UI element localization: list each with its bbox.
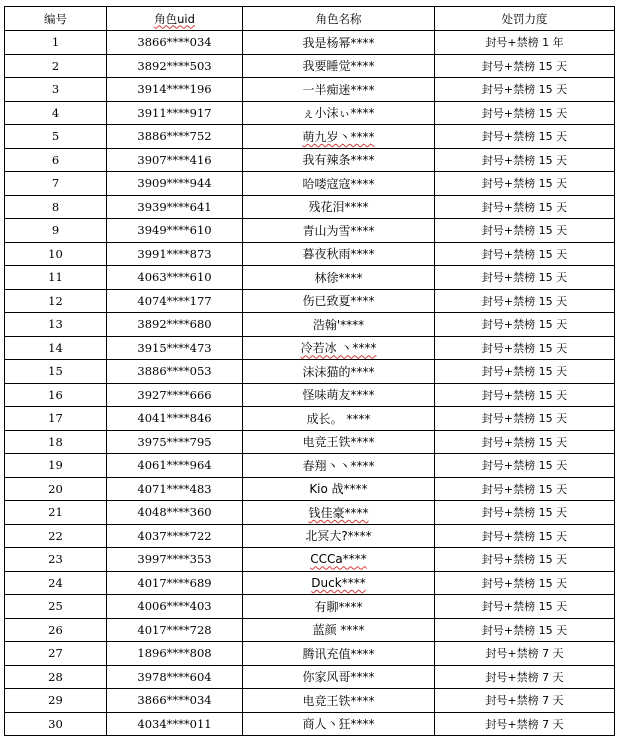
cell-name: 我是杨幂**** (243, 31, 435, 55)
table-row (5, 548, 615, 572)
cell-uid: 3866****034 (107, 31, 243, 55)
cell-penalty: 封号+禁榜 15 天 (435, 548, 615, 572)
cell-name: 北冥大?**** (243, 524, 435, 548)
cell-name (243, 548, 435, 572)
table-row (5, 266, 615, 290)
table-row (5, 383, 615, 407)
cell-name (243, 501, 435, 525)
cell-name: 沫沫猫的**** (243, 360, 435, 384)
cell-uid: 3886****053 (107, 360, 243, 384)
cell-name-text: 冷若冰 丶**** (300, 341, 377, 356)
cell-name: 林徐**** (243, 266, 435, 290)
cell-uid: 4074****177 (107, 289, 243, 313)
cell-id: 5 (5, 125, 107, 149)
cell-name: 电竞王铁**** (243, 689, 435, 713)
cell-id: 14 (5, 336, 107, 360)
cell-penalty: 封号+禁榜 15 天 (435, 172, 615, 196)
penalty-list-sheet (4, 6, 614, 736)
table-header-row (5, 7, 615, 31)
cell-uid: 3907****416 (107, 148, 243, 172)
cell-name: 我有辣条**** (243, 148, 435, 172)
cell-uid: 4061****964 (107, 454, 243, 478)
cell-penalty: 封号+禁榜 15 天 (435, 336, 615, 360)
table-row (5, 524, 615, 548)
table-row (5, 571, 615, 595)
cell-name: 商人丶狂**** (243, 712, 435, 736)
cell-name: 怪味萌友**** (243, 383, 435, 407)
cell-id: 9 (5, 219, 107, 243)
cell-id: 10 (5, 242, 107, 266)
table-row (5, 195, 615, 219)
cell-id: 30 (5, 712, 107, 736)
cell-name: 电竞王铁**** (243, 430, 435, 454)
cell-uid: 3866****034 (107, 689, 243, 713)
cell-id: 7 (5, 172, 107, 196)
table-row (5, 289, 615, 313)
table-row (5, 54, 615, 78)
cell-penalty: 封号+禁榜 15 天 (435, 148, 615, 172)
table-row (5, 101, 615, 125)
cell-penalty: 封号+禁榜 15 天 (435, 477, 615, 501)
cell-id: 16 (5, 383, 107, 407)
cell-uid: 3892****680 (107, 313, 243, 337)
cell-name-text: Duck**** (311, 575, 366, 590)
cell-name: 浩翰'**** (243, 313, 435, 337)
cell-penalty: 封号+禁榜 1 年 (435, 31, 615, 55)
cell-name: 成长。 **** (243, 407, 435, 431)
cell-name: 哈喽寇寇**** (243, 172, 435, 196)
table-row (5, 172, 615, 196)
cell-name: Kio 战**** (243, 477, 435, 501)
header-uid (107, 7, 243, 31)
cell-name: 一半痴迷**** (243, 78, 435, 102)
cell-uid: 4063****610 (107, 266, 243, 290)
cell-penalty: 封号+禁榜 15 天 (435, 360, 615, 384)
cell-name (243, 336, 435, 360)
table-row (5, 242, 615, 266)
cell-name (243, 125, 435, 149)
cell-uid: 1896****808 (107, 642, 243, 666)
cell-penalty: 封号+禁榜 15 天 (435, 383, 615, 407)
table-row (5, 78, 615, 102)
cell-penalty: 封号+禁榜 15 天 (435, 78, 615, 102)
cell-name: 青山为雪**** (243, 219, 435, 243)
cell-name (243, 571, 435, 595)
cell-uid: 3949****610 (107, 219, 243, 243)
cell-id: 1 (5, 31, 107, 55)
cell-id: 3 (5, 78, 107, 102)
cell-uid: 3915****473 (107, 336, 243, 360)
cell-name-text: 萌九岁丶**** (302, 129, 375, 144)
penalty-table (4, 6, 615, 736)
cell-uid: 3892****503 (107, 54, 243, 78)
cell-uid: 4037****722 (107, 524, 243, 548)
table-row (5, 313, 615, 337)
cell-id: 23 (5, 548, 107, 572)
cell-uid: 4034****011 (107, 712, 243, 736)
cell-uid: 4006****403 (107, 595, 243, 619)
cell-id: 18 (5, 430, 107, 454)
cell-id: 29 (5, 689, 107, 713)
cell-name: ぇ小沫ぃ**** (243, 101, 435, 125)
cell-uid: 3886****752 (107, 125, 243, 149)
cell-penalty: 封号+禁榜 15 天 (435, 101, 615, 125)
cell-name: 蓝颜 **** (243, 618, 435, 642)
table-row (5, 430, 615, 454)
cell-penalty: 封号+禁榜 15 天 (435, 125, 615, 149)
cell-id: 8 (5, 195, 107, 219)
cell-name: 你家风哥**** (243, 665, 435, 689)
header-penalty: 处罚力度 (435, 7, 615, 31)
table-row (5, 360, 615, 384)
cell-id: 25 (5, 595, 107, 619)
cell-id: 4 (5, 101, 107, 125)
cell-id: 15 (5, 360, 107, 384)
cell-penalty: 封号+禁榜 15 天 (435, 195, 615, 219)
table-row (5, 148, 615, 172)
cell-id: 12 (5, 289, 107, 313)
cell-uid: 4041****846 (107, 407, 243, 431)
table-row (5, 407, 615, 431)
table-row (5, 595, 615, 619)
cell-uid: 3914****196 (107, 78, 243, 102)
cell-uid: 4048****360 (107, 501, 243, 525)
cell-penalty: 封号+禁榜 7 天 (435, 642, 615, 666)
cell-penalty: 封号+禁榜 7 天 (435, 712, 615, 736)
cell-penalty: 封号+禁榜 15 天 (435, 54, 615, 78)
cell-name-text: 钱佳豪**** (308, 505, 369, 520)
cell-penalty: 封号+禁榜 15 天 (435, 618, 615, 642)
cell-name-text: CCCa**** (310, 552, 367, 567)
cell-id: 20 (5, 477, 107, 501)
table-row (5, 665, 615, 689)
cell-penalty: 封号+禁榜 15 天 (435, 501, 615, 525)
cell-uid: 3978****604 (107, 665, 243, 689)
table-row (5, 125, 615, 149)
cell-uid: 4017****728 (107, 618, 243, 642)
cell-id: 6 (5, 148, 107, 172)
cell-penalty: 封号+禁榜 15 天 (435, 313, 615, 337)
cell-name: 我要睡觉**** (243, 54, 435, 78)
cell-uid: 3997****353 (107, 548, 243, 572)
cell-id: 21 (5, 501, 107, 525)
cell-name: 腾讯充值**** (243, 642, 435, 666)
cell-penalty: 封号+禁榜 7 天 (435, 665, 615, 689)
cell-id: 11 (5, 266, 107, 290)
table-row (5, 477, 615, 501)
cell-penalty: 封号+禁榜 15 天 (435, 219, 615, 243)
cell-penalty: 封号+禁榜 15 天 (435, 524, 615, 548)
cell-uid: 3927****666 (107, 383, 243, 407)
cell-name: 春翔丶丶**** (243, 454, 435, 478)
cell-name: 伤已致夏**** (243, 289, 435, 313)
table-row (5, 454, 615, 478)
cell-uid: 4017****689 (107, 571, 243, 595)
table-row (5, 642, 615, 666)
cell-id: 28 (5, 665, 107, 689)
table-row (5, 618, 615, 642)
cell-penalty: 封号+禁榜 15 天 (435, 454, 615, 478)
cell-name: 暮夜秋雨**** (243, 242, 435, 266)
cell-penalty: 封号+禁榜 15 天 (435, 595, 615, 619)
cell-name: 残花泪**** (243, 195, 435, 219)
table-row (5, 501, 615, 525)
cell-uid: 3909****944 (107, 172, 243, 196)
cell-id: 2 (5, 54, 107, 78)
header-name: 角色名称 (243, 7, 435, 31)
cell-id: 24 (5, 571, 107, 595)
cell-id: 27 (5, 642, 107, 666)
cell-uid: 3991****873 (107, 242, 243, 266)
table-row (5, 336, 615, 360)
cell-id: 13 (5, 313, 107, 337)
table-row (5, 689, 615, 713)
cell-penalty: 封号+禁榜 15 天 (435, 242, 615, 266)
cell-id: 19 (5, 454, 107, 478)
cell-uid: 3911****917 (107, 101, 243, 125)
table-row (5, 712, 615, 736)
cell-name: 有聊**** (243, 595, 435, 619)
cell-penalty: 封号+禁榜 15 天 (435, 407, 615, 431)
header-id: 编号 (5, 7, 107, 31)
cell-uid: 4071****483 (107, 477, 243, 501)
cell-penalty: 封号+禁榜 15 天 (435, 430, 615, 454)
header-uid-label: 角色uid (154, 11, 195, 26)
table-row (5, 31, 615, 55)
cell-id: 17 (5, 407, 107, 431)
cell-penalty: 封号+禁榜 7 天 (435, 689, 615, 713)
cell-uid: 3975****795 (107, 430, 243, 454)
cell-uid: 3939****641 (107, 195, 243, 219)
cell-id: 22 (5, 524, 107, 548)
cell-penalty: 封号+禁榜 15 天 (435, 571, 615, 595)
cell-penalty: 封号+禁榜 15 天 (435, 289, 615, 313)
table-row (5, 219, 615, 243)
cell-id: 26 (5, 618, 107, 642)
cell-penalty: 封号+禁榜 15 天 (435, 266, 615, 290)
